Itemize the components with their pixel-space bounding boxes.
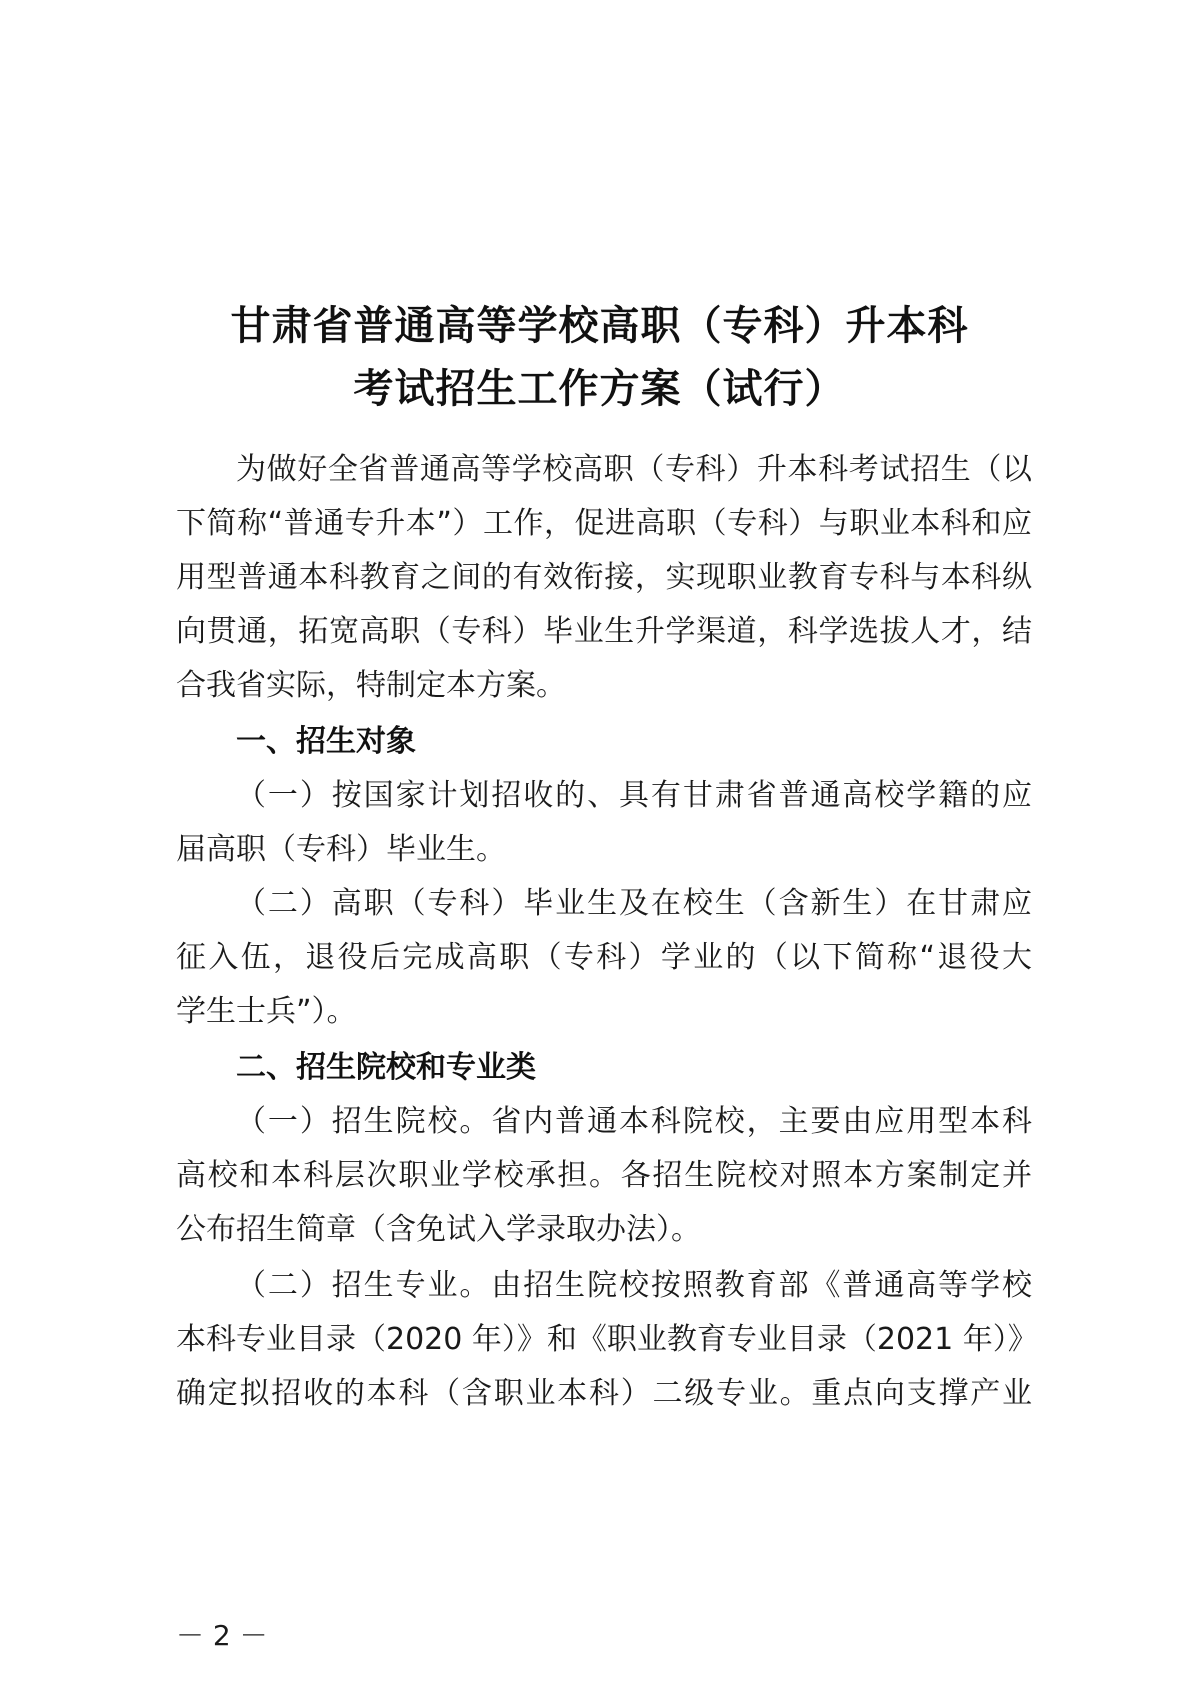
section-2-item-2-line-1: （二）招生专业。由招生院校按照教育部《普通高等学校: [236, 1268, 1032, 1303]
section-1-item-1-line-2: 届高职（专科）毕业生。: [176, 832, 506, 867]
section-2-item-2-line-3: 确定拟招收的本科（含职业本科）二级专业。重点向支撑产业: [176, 1376, 1032, 1411]
document-title-line-2: 考试招生工作方案（试行）: [353, 365, 846, 412]
section-1-heading: 一、招生对象: [236, 724, 416, 759]
section-2-heading: 二、招生院校和专业类: [236, 1050, 536, 1085]
section-2-item-1-line-3: 公布招生简章（含免试入学录取办法）。: [176, 1212, 701, 1247]
section-2-item-1-line-1: （一）招生院校。省内普通本科院校，主要由应用型本科: [236, 1104, 1032, 1139]
section-1-item-2-line-1: （二）高职（专科）毕业生及在校生（含新生）在甘肃应: [236, 886, 1032, 921]
section-2-item-2-line-2: 本科专业目录（2020 年）》和《职业教育专业目录（2021 年）》: [176, 1322, 1038, 1357]
intro-line-1: 为做好全省普通高等学校高职（专科）升本科考试招生（以: [236, 452, 1032, 487]
page-number: － 2 －: [176, 1619, 268, 1652]
document-title-line-1: 甘肃省普通高等学校高职（专科）升本科: [230, 302, 969, 349]
intro-line-4: 向贯通，拓宽高职（专科）毕业生升学渠道，科学选拔人才，结: [176, 614, 1032, 649]
intro-line-2: 下简称“普通专升本”）工作，促进高职（专科）与职业本科和应: [176, 506, 1032, 541]
section-2-item-1-line-2: 高校和本科层次职业学校承担。各招生院校对照本方案制定并: [176, 1158, 1032, 1193]
intro-line-5: 合我省实际，特制定本方案。: [176, 668, 566, 703]
section-1-item-2-line-2: 征入伍，退役后完成高职（专科）学业的（以下简称“退役大: [176, 940, 1032, 975]
section-1-item-1-line-1: （一）按国家计划招收的、具有甘肃省普通高校学籍的应: [236, 778, 1032, 813]
intro-line-3: 用型普通本科教育之间的有效衔接，实现职业教育专科与本科纵: [176, 560, 1032, 595]
section-1-item-2-line-3: 学生士兵”）。: [176, 994, 357, 1029]
